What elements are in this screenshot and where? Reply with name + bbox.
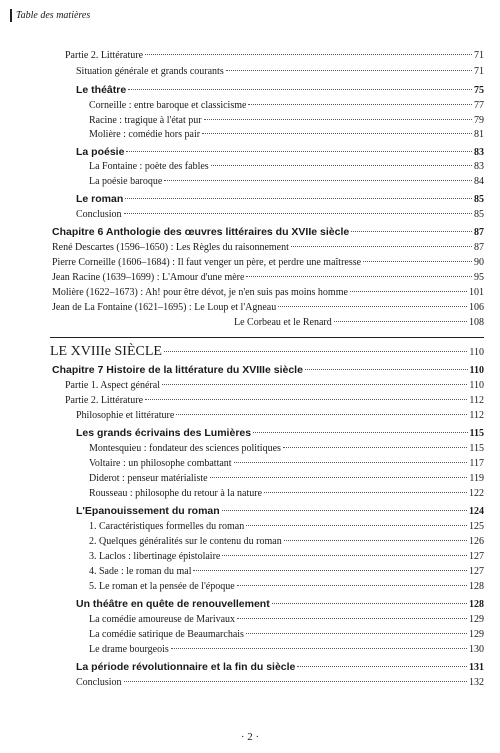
toc-entry: Partie 1. Aspect général 110 <box>65 380 484 391</box>
section-divider <box>50 337 484 338</box>
toc-entry: Conclusion 132 <box>76 677 484 688</box>
toc-entry: Racine : tragique à l'état pur 79 <box>89 115 484 126</box>
toc-entry: La poésie baroque 84 <box>89 176 484 187</box>
page-number: · 2 · <box>240 731 260 743</box>
toc-entry: Diderot : penseur matérialiste 119 <box>89 473 484 484</box>
toc-entry: Philosophie et littérature 112 <box>76 410 484 421</box>
toc-entry: 2. Quelques généralités sur le contenu du roman 126 <box>89 536 484 547</box>
toc-section: Le théâtre 75 <box>76 84 484 96</box>
toc-chapter: Chapitre 6 Anthologie des œuvres littéraires du XVIIe siècle 87 <box>52 226 484 238</box>
toc-entry: Voltaire : un philosophe combattant 117 <box>89 458 484 469</box>
toc-entry: 3. Laclos : libertinage épistolaire 127 <box>89 551 484 562</box>
toc-entry: Molière (1622–1673) : Ah! pour être dévot, je n'en suis pas moins homme 101 <box>52 287 484 298</box>
header-bar <box>10 9 12 22</box>
toc-entry: Corneille : entre baroque et classicisme 77 <box>89 100 484 111</box>
toc-entry: Le Corbeau et le Renard 108 <box>234 317 484 328</box>
toc-entry: Montesquieu : fondateur des sciences politiques 115 <box>89 443 484 454</box>
toc-entry: Pierre Corneille (1606–1684) : Il faut venger un père, et perdre une maîtresse 90 <box>52 257 484 268</box>
running-header <box>10 8 90 22</box>
toc-section: Un théâtre en quête de renouvellement 128 <box>76 598 484 610</box>
toc-entry: 4. Sade : le roman du mal 127 <box>89 566 484 577</box>
toc-entry: René Descartes (1596–1650) : Les Règles du raisonnement 87 <box>52 242 484 253</box>
toc-entry: Jean de La Fontaine (1621–1695) : Le Loup et l'Agneau 106 <box>52 302 484 313</box>
toc-entry: Rousseau : philosophe du retour à la nature 122 <box>89 488 484 499</box>
toc-section: La période révolutionnaire et la fin du siècle 131 <box>76 661 484 673</box>
toc-entry: Partie 2. Littérature 71 <box>65 50 484 61</box>
toc-entry: 1. Caractéristiques formelles du roman 125 <box>89 521 484 532</box>
toc-entry: La comédie amoureuse de Marivaux 129 <box>89 614 484 625</box>
toc-part: LE XVIIIe SIÈCLE 110 <box>50 344 484 359</box>
toc-chapter: Chapitre 7 Histoire de la littérature du XVIIIe siècle 110 <box>52 364 484 376</box>
toc-entry: 5. Le roman et la pensée de l'époque 128 <box>89 581 484 592</box>
toc-entry: Molière : comédie hors pair 81 <box>89 129 484 140</box>
toc-entry: Partie 2. Littérature 112 <box>65 395 484 406</box>
toc-entry: Conclusion 85 <box>76 209 484 220</box>
header-title: Table des matières <box>16 9 91 21</box>
toc-section: L'Epanouissement du roman 124 <box>76 505 484 517</box>
toc-section: La poésie 83 <box>76 146 484 158</box>
toc-section: Les grands écrivains des Lumières 115 <box>76 427 484 439</box>
toc-section: Le roman 85 <box>76 193 484 205</box>
toc-entry: Le drame bourgeois 130 <box>89 644 484 655</box>
toc-entry: La Fontaine : poète des fables 83 <box>89 161 484 172</box>
toc-entry: Jean Racine (1639–1699) : L'Amour d'une mère 95 <box>52 272 484 283</box>
toc-entry: La comédie satirique de Beaumarchais 129 <box>89 629 484 640</box>
toc-entry: Situation générale et grands courants 71 <box>76 66 484 77</box>
